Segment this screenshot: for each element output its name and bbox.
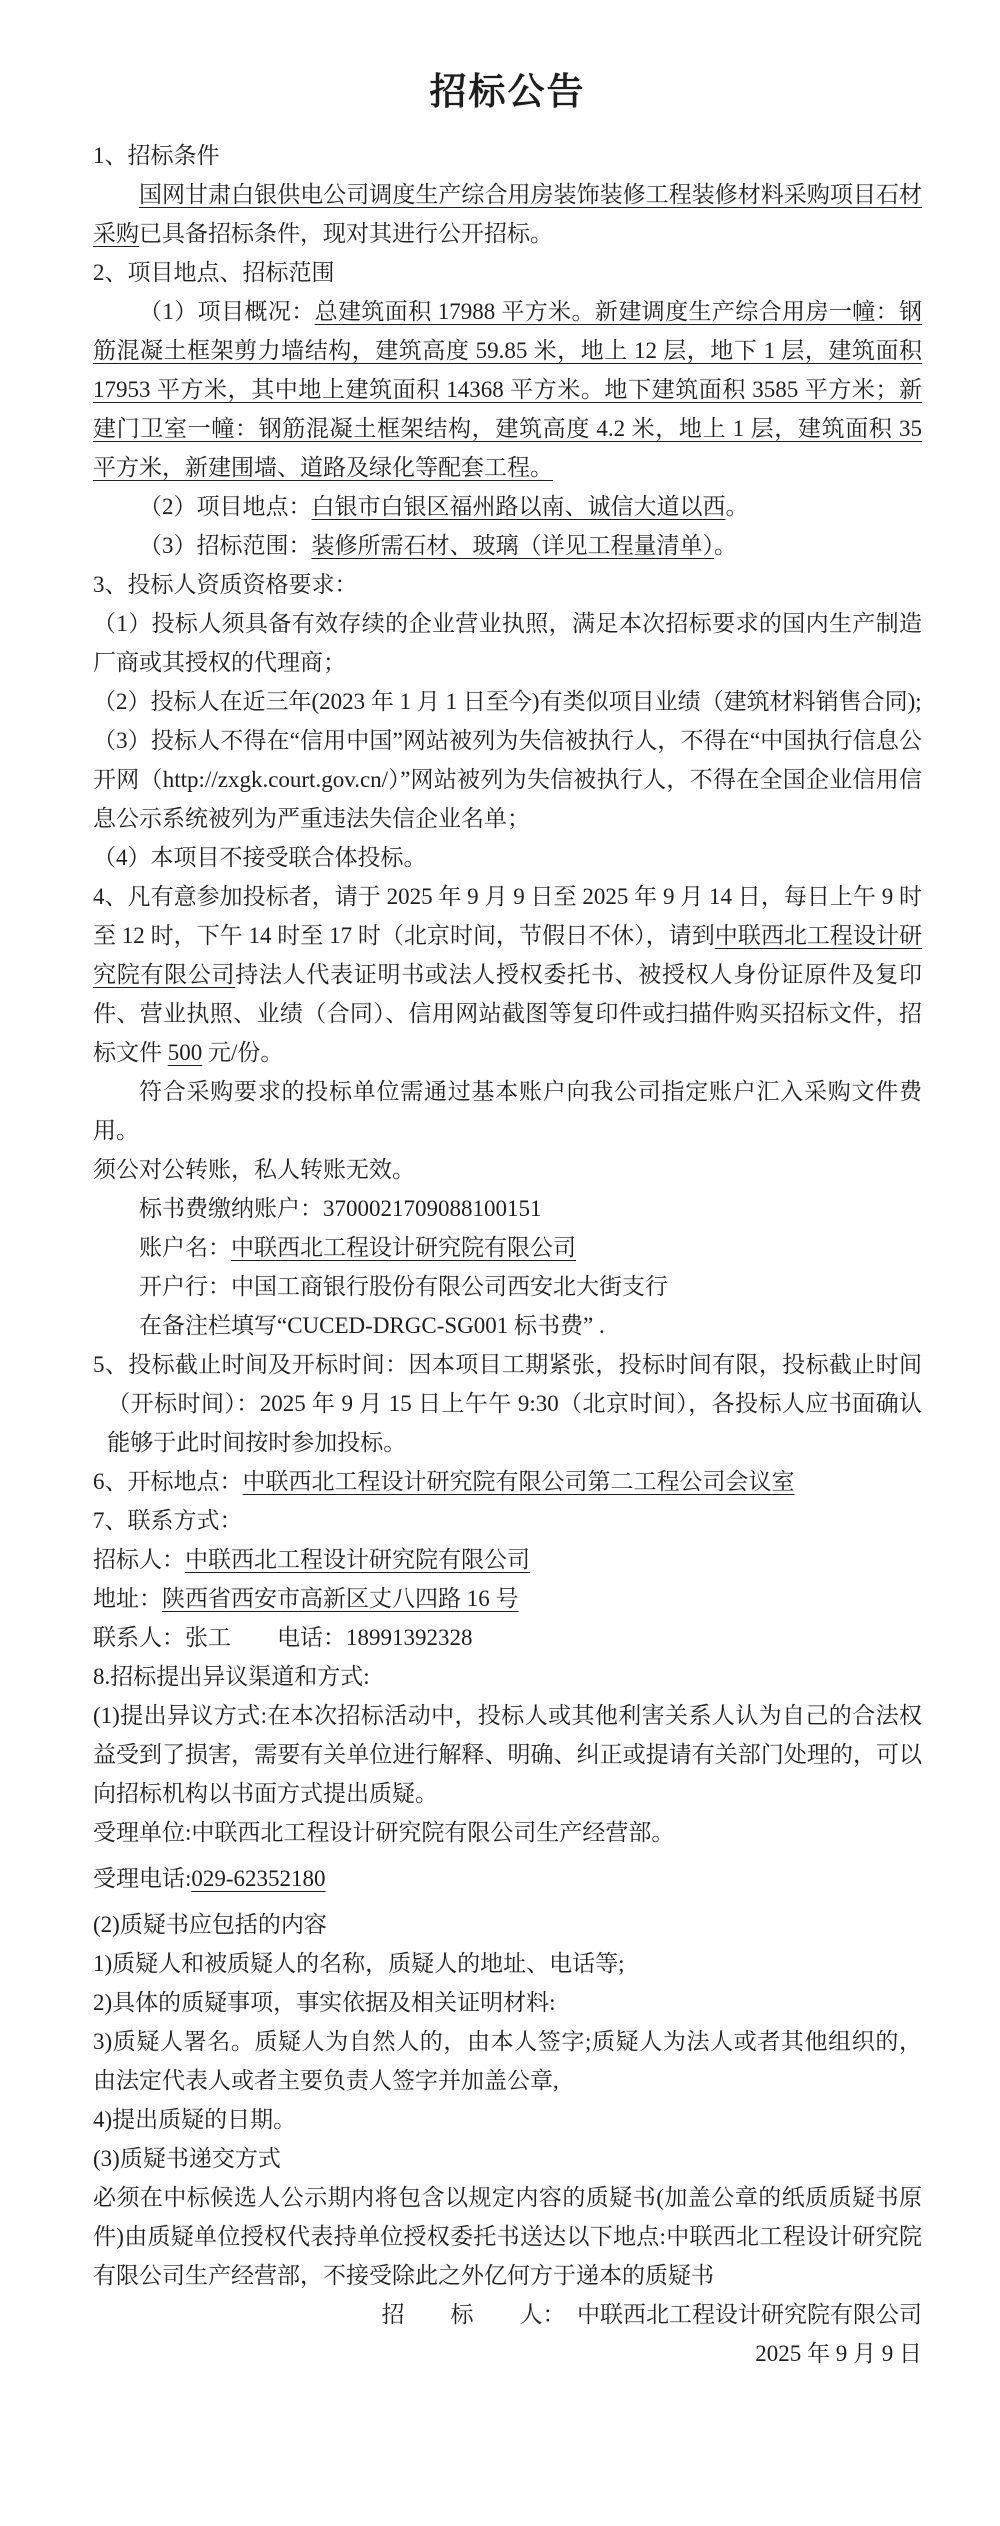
signature-label: 招 标 人： (381, 2302, 577, 2327)
project-overview (93, 292, 922, 487)
objection-content-item-3: 3)质疑人署名。质疑人为自然人的，由本人签字;质疑人为法人或者其他组织的，由法定代表人或者主要负责人签字并加盖公章, (93, 2029, 922, 2093)
contact-person: 联系人：张工 电话：18991392328 (93, 1625, 473, 1650)
objection-content-item-1: 1)质疑人和被质疑人的名称，质疑人的地址、电话等; (93, 1951, 625, 1976)
transfer-note: 须公对公转账，私人转账无效。 (93, 1157, 415, 1182)
sec4-price-underlined: 500 (167, 1040, 203, 1065)
qualification-item-4: （4）本项目不接受联合体投标。 (93, 845, 427, 870)
project-location-period: 。 (725, 494, 749, 519)
address (93, 1579, 922, 1618)
sec6-opening-location (93, 1462, 922, 1501)
objection-content-heading: (2)质疑书应包括的内容 (93, 1912, 327, 1937)
bank-name: 开户行：中国工商银行股份有限公司西安北大街支行 (139, 1274, 668, 1299)
sec4-text-1: 4、凡有意参加投标者，请于 2025 年 9 月 9 日至 2025 年 9 月 14 日，每日上午 9 时至 12 时，下午 14 时至 17 时（北京时间，节假日不休），请到 (93, 884, 922, 948)
handling-phone-label: 受理电话: (93, 1866, 192, 1891)
sec4-company-underlined: 中联西北工程设计研究院有限公司 (93, 923, 923, 987)
sec4-text-3: 元/份。 (202, 1040, 284, 1065)
project-overview-label: （1）项目概况： (139, 299, 315, 324)
bid-scope-label: （3）招标范围： (139, 533, 312, 558)
qualification-item-1: （1）投标人须具备有效存续的企业营业执照，满足本次招标要求的国内生产制造厂商或其授权的代理商； (93, 611, 922, 675)
bid-scope-underlined: 装修所需石材、玻璃（详见工程量清单） (311, 533, 714, 558)
sec6-location-underlined: 中联西北工程设计研究院有限公司第二工程公司会议室 (242, 1469, 795, 1494)
project-location (93, 487, 922, 526)
qualification-item-2: （2）投标人在近三年(2023 年 1 月 1 日至今)有类似项目业绩（建筑材料销售合同); (93, 689, 922, 714)
sec1-body (93, 175, 922, 253)
objection-delivery-body: 必须在中标候选人公示期内将包含以规定内容的质疑书(加盖公章的纸质质疑书原件)由质疑单位授权代表持单位授权委托书送达以下地点:中联西北工程设计研究院有限公司生产经营部，不接受除此之外亿何方于递本的质疑书 (93, 2185, 922, 2288)
handling-unit: 受理单位:中联西北工程设计研究院有限公司生产经营部。 (93, 1820, 675, 1845)
tenderee-underlined: 中联西北工程设计研究院有限公司 (185, 1547, 530, 1572)
signature-line (93, 2295, 922, 2334)
project-location-label: （2）项目地点： (139, 494, 312, 519)
date-line: 2025 年 9 月 9 日 (755, 2341, 922, 2366)
handling-phone (93, 1859, 922, 1898)
bid-scope-period: 。 (714, 533, 737, 558)
sec1-body-text: 已具备招标条件，现对其进行公开招标。 (139, 221, 553, 246)
sec4-text-2: 持法人代表证明书或法人授权委托书、被授权人身份证原件及复印件、营业执照、业绩（合同）、信用网站截图等复印件或扫描件购买招标文件，招标文件 (93, 962, 923, 1065)
project-location-underlined: 白银市白银区福州路以南、诚信大道以西 (311, 494, 726, 519)
sec8-heading: 8.招标提出异议渠道和方式: (93, 1664, 370, 1689)
sec3-heading: 3、投标人资质资格要求： (93, 572, 358, 597)
sec1-heading: 1、招标条件 (93, 143, 220, 168)
bid-scope (93, 526, 922, 565)
page-title: 招标公告 (429, 72, 586, 113)
sec6-label: 6、开标地点： (93, 1469, 243, 1494)
account-name-underlined: 中联西北工程设计研究院有限公司 (231, 1235, 576, 1260)
account-name (93, 1228, 922, 1267)
sec5-deadline: 5、投标截止时间及开标时间：因本项目工期紧张，投标时间有限，投标截止时间（开标时间）：2025 年 9 月 15 日上午午 9:30（北京时间），各投标人应书面确认能够于此时间按时参加投标。 (93, 1352, 922, 1455)
signature-company: 中联西北工程设计研究院有限公司 (577, 2302, 922, 2327)
tenderee (93, 1540, 922, 1579)
sec2-heading: 2、项目地点、招标范围 (93, 260, 335, 285)
project-overview-underlined: 总建筑面积 17988 平方米。新建调度生产综合用房一幢：钢筋混凝土框架剪力墙结构，建筑高度 59.85 米，地上 12 层，地下 1 层，建筑面积 17953 平方米，其中地上建筑面积 14368 平方米。地下建筑面积 3585 平方米；新建门卫室一幢：钢筋混凝土框架结构，建筑高度 4.2 米，地上 1 层，建筑面积 35 平方米，新建围墙、道路及绿化等配套工程。 (93, 299, 922, 480)
sec7-contact-heading: 7、联系方式： (93, 1508, 243, 1533)
project-name-underlined: 国网甘肃白银供电公司调度生产综合用房装饰装修工程装修材料采购项目石材采购 (93, 182, 922, 246)
address-label: 地址： (93, 1586, 162, 1611)
address-underlined: 陕西省西安市高新区丈八四路 16 号 (162, 1586, 519, 1611)
payment-account: 标书费缴纳账户：3700021709088100151 (139, 1196, 542, 1221)
remark-note: 在备注栏填写“CUCED-DRGC-SG001 标书费” . (139, 1313, 605, 1338)
objection-content-item-4: 4)提出质疑的日期。 (93, 2107, 297, 2132)
payment-requirement: 符合采购要求的投标单位需通过基本账户向我公司指定账户汇入采购文件费用。 (93, 1079, 922, 1143)
qualification-item-3: （3）投标人不得在“信用中国”网站被列为失信被执行人，不得在“中国执行信息公开网（http://zxgk.court.gov.cn/）”网站被列为失信被执行人，不得在全国企业信用信息公示系统被列为严重违法失信企业名单； (93, 728, 922, 831)
objection-delivery-heading: (3)质疑书递交方式 (93, 2146, 281, 2171)
handling-phone-underlined: 029-62352180 (191, 1866, 326, 1891)
sec4-document-purchase (93, 877, 922, 1072)
objection-content-item-2: 2)具体的质疑事项，事实依据及相关证明材料: (93, 1990, 556, 2015)
tenderee-label: 招标人： (93, 1547, 185, 1572)
account-name-label: 账户名： (139, 1235, 231, 1260)
objection-method: (1)提出异议方式:在本次招标活动中，投标人或其他利害关系人认为自己的合法权益受到了损害，需要有关单位进行解释、明确、纠正或提请有关部门处理的，可以向招标机构以书面方式提出质疑。 (93, 1703, 922, 1806)
